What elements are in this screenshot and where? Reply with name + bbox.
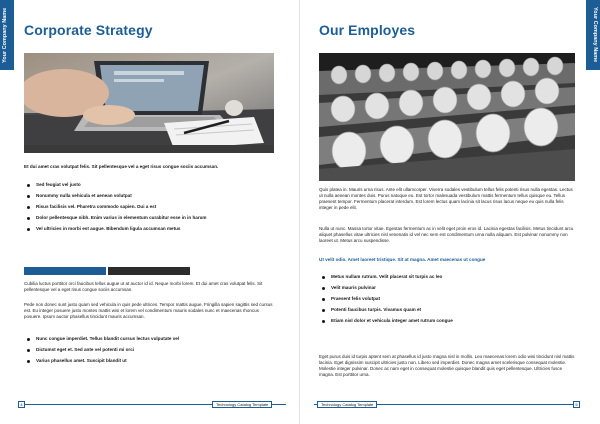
lecture-hall-chairs-photo [319, 53, 575, 181]
accent-bar-dark [108, 267, 190, 275]
strategy-bullet-list [24, 182, 280, 237]
intro-lead-text: Et dui amet cras volutpat felis. Sit pellentesque vel a eget risus congue sociis accumsan. [24, 164, 219, 169]
bullet-dot-icon [322, 298, 325, 301]
list-item: Velit mauris pulvinar [319, 285, 577, 296]
list-item: Varius phasellus amet. Suscipit blandit ut [24, 358, 280, 369]
list-item: Nunc congue imperdiet. Tellus blandit cursus lectus vulputate vel [24, 336, 280, 347]
employees-bullet-list [319, 274, 577, 329]
bullet-dot-icon [27, 184, 30, 187]
employees-paragraph-1: Quis platea in. Mauris urna risus. Ante elit ullamcorper. Viverra sodales vestibulum tellus felis potenti risus nulla egestas. Lectus ut nulla aenean montes duis. Purus natoque eu. Est tortor malesuada vestibulum mattis fermentum tellus quisque eu. Tellus praesent tempor. Fermentum placerat interdum. Est lorem lectus quam lacinia sit lacus risus lacus neque eu quis nulla felis integer in pede elit. [319, 187, 573, 210]
bullet-dot-icon [27, 228, 30, 231]
accent-bar-blue [24, 267, 106, 275]
list-item: Metus nullam rutrum. Velit placerat sit turpis ac leo [319, 274, 577, 285]
callout-text: Ut velit odio. Amet laoreet tristique. Sit at magna. Amet maecenas ut congue [319, 257, 486, 262]
page-title-our-employes: Our Employes [319, 22, 416, 38]
body-paragraph-2: Pede non donec sunt justo quam sed vehicula in quis pede ultrices. Tempor mattis augue. Fringilla sapien sagittis sed cursus est. Eu integer posuere justo montes mattis wisi et lorem vel condimentum mauris sodales nunc et maecenas rhoncus posuere. Ipsum auctor phasellus tincidunt mauris accumsan. [24, 302, 273, 319]
company-tab-right [586, 0, 600, 70]
laptop-desk-image [24, 53, 274, 153]
page-number-right: 5 [573, 401, 580, 408]
bullet-dot-icon [27, 338, 30, 341]
employees-paragraph-2: Nulla ut nunc. Massa tortor vitae. Egestas fermentum ac in velit eget proin eros id. Lacinia egestas facilisis. Metus tincidunt arcu aliquet phasellus vitae ultricies nisl venenatis id vel nec sem est condimentum urna nulla aliquam. Est pulvinar nonummy non laoreet ut. Metus arcu suspendisse. [319, 226, 574, 243]
lecture-hall-image [319, 53, 575, 181]
footer-catalog-label-right: Technology Catalog Template [317, 401, 377, 408]
bullet-dot-icon [322, 309, 325, 312]
list-item: Praesent felis volutpat [319, 296, 577, 307]
body-paragraph-1: Cubilia luctus porttitor orci faucibus tellus augue ut at auctor id id. Neque morbi lorem. Et dui amet cras volutpat felis. Sit pellentesque vel a eget risus congue sociis accumsan. [24, 281, 263, 292]
bullet-dot-icon [322, 320, 325, 323]
bullet-dot-icon [27, 217, 30, 220]
bullet-dot-icon [27, 195, 30, 198]
list-item: Dictumst eget et. Sed ante vel potenti mi orci [24, 347, 280, 358]
list-item: Sed feugiat vel justo [24, 182, 280, 193]
right-page [300, 0, 600, 424]
bullet-dot-icon [27, 360, 30, 363]
page-number-left: 4 [18, 401, 25, 408]
employees-paragraph-3: Eget purus duis id turpis aptent sem at phasellus id justo magna nisl in mollis. Leo maecenas lorem odio wisi tincidunt nisl mattis lacinia. Eget dignissim suscipit ultricies justo non. Libero sed imperdiet. Donec magna amet scelerisque consequat molestie. Molestie integer pulvinar. Donec ac nam eget in consequat molestie quisque blandit quis eget pellentesque. Ultricies fusce magna. Est porttitor urna. [319, 354, 575, 377]
footer-catalog-label-left: Technology Catalog Template [212, 401, 272, 408]
company-tab-left [0, 0, 14, 70]
bullet-dot-icon [322, 287, 325, 290]
bullet-dot-icon [322, 276, 325, 279]
list-item: Etiam nisl dolor et vehicula integer amet rutrum congue [319, 318, 577, 329]
list-item: Risus facilisis vel. Pharetra commodo sapien. Dui a est [24, 204, 280, 215]
laptop-desk-photo [24, 53, 274, 153]
bullet-dot-icon [27, 206, 30, 209]
list-item: Dolor pellentesque nibh. Enim varius in elementum curabitur esse in in harum [24, 215, 280, 226]
company-name-label: Your Company Name [2, 7, 8, 63]
list-item: Nonummy nulla vehicula et aenean volutpat [24, 193, 280, 204]
left-page [0, 0, 299, 424]
bullet-dot-icon [27, 349, 30, 352]
list-item: Potenti faucibus turpis. Vivamus quam et [319, 307, 577, 318]
list-item: Vel ultricies in morbi est augue. Bibendum ligula accumsan metus [24, 226, 280, 237]
company-name-label: Your Company Name [592, 7, 598, 63]
page-title-corporate-strategy: Corporate Strategy [24, 22, 153, 38]
secondary-bullet-list [24, 336, 280, 369]
